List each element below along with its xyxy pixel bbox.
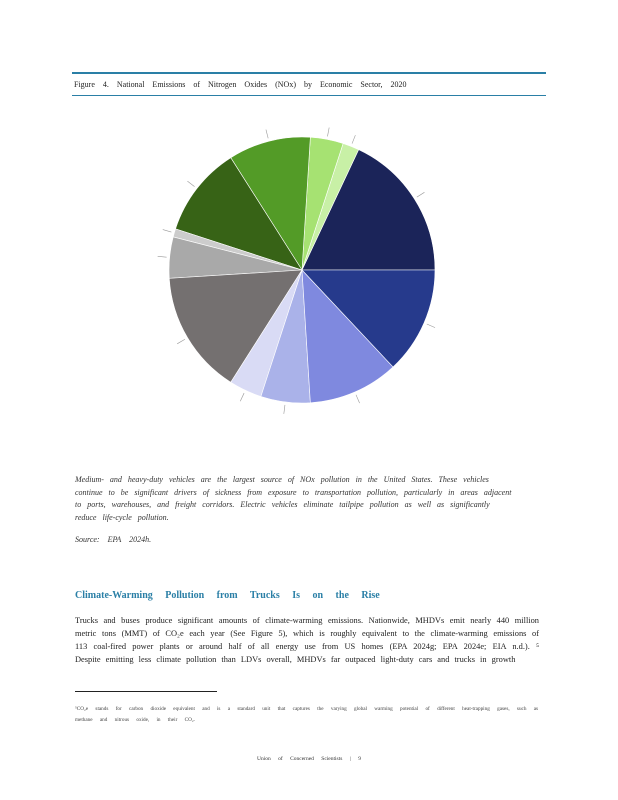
figure-source: Source: EPA 2024h. — [75, 535, 152, 544]
footnote-rule — [75, 691, 217, 692]
figure-title: Figure 4. National Emissions of Nitrogen Oxides (NOx) by Economic Sector, 2020 — [74, 80, 407, 89]
pie-leader-4 — [266, 130, 268, 139]
footer-org: Union of Concerned Scientists — [257, 756, 343, 762]
pie-leader-7 — [158, 256, 167, 257]
pie-leader-1 — [417, 192, 425, 197]
pie-leader-9 — [240, 393, 244, 401]
nox-pie-chart — [130, 120, 470, 430]
pie-leader-3 — [327, 128, 329, 137]
pie-leader-8 — [177, 339, 185, 344]
pie-leader-10 — [284, 405, 285, 414]
pie-leader-6 — [163, 230, 172, 233]
page-footer: Union of Concerned Scientists | 9 — [257, 756, 361, 762]
figure-caption: Medium- and heavy-duty vehicles are the largest source of NOx pollution in the United States. These vehicles continue to be significant drivers of sickness from exposure to transportation pollution, particularly in areas adjacent to ports, warehouses, and freight corridors. Electric vehicles eliminate tailpipe pollution as well as significantly reduce life-cycle pollution. — [75, 475, 512, 522]
pie-leader-11 — [356, 395, 360, 403]
top-rule — [72, 72, 546, 74]
pie-leader-12 — [427, 324, 435, 328]
page-number: 9 — [358, 756, 361, 762]
title-underline — [72, 95, 546, 96]
section-heading: Climate-Warming Pollution from Trucks Is on the Rise — [75, 590, 380, 601]
pie-leader-5 — [187, 181, 194, 187]
pie-leader-2 — [352, 135, 355, 143]
footnote: ⁵CO₂e stands for carbon dioxide equivalent and is a standard unit that captures the varying global warming potential of different heat-trapping gases, such as methane and nitrous oxide, in their CO₂. — [75, 706, 539, 723]
section-body: Trucks and buses produce significant amounts of climate-warming emissions. Nationwide, MHDVs emit nearly 440 million metric tons (MMT) of CO₂e each year (See Figure 5), which is roughly equivalent to the climate-warming emissions of 113 coal-fired power plants or around half of all energy use from US homes (EPA 2024g; EPA 2024e; EIA n.d.). ⁵ Despite emitting less climate pollution than LDVs overall, MHDVs far outpaced light-duty cars and trucks in growth — [75, 616, 539, 664]
